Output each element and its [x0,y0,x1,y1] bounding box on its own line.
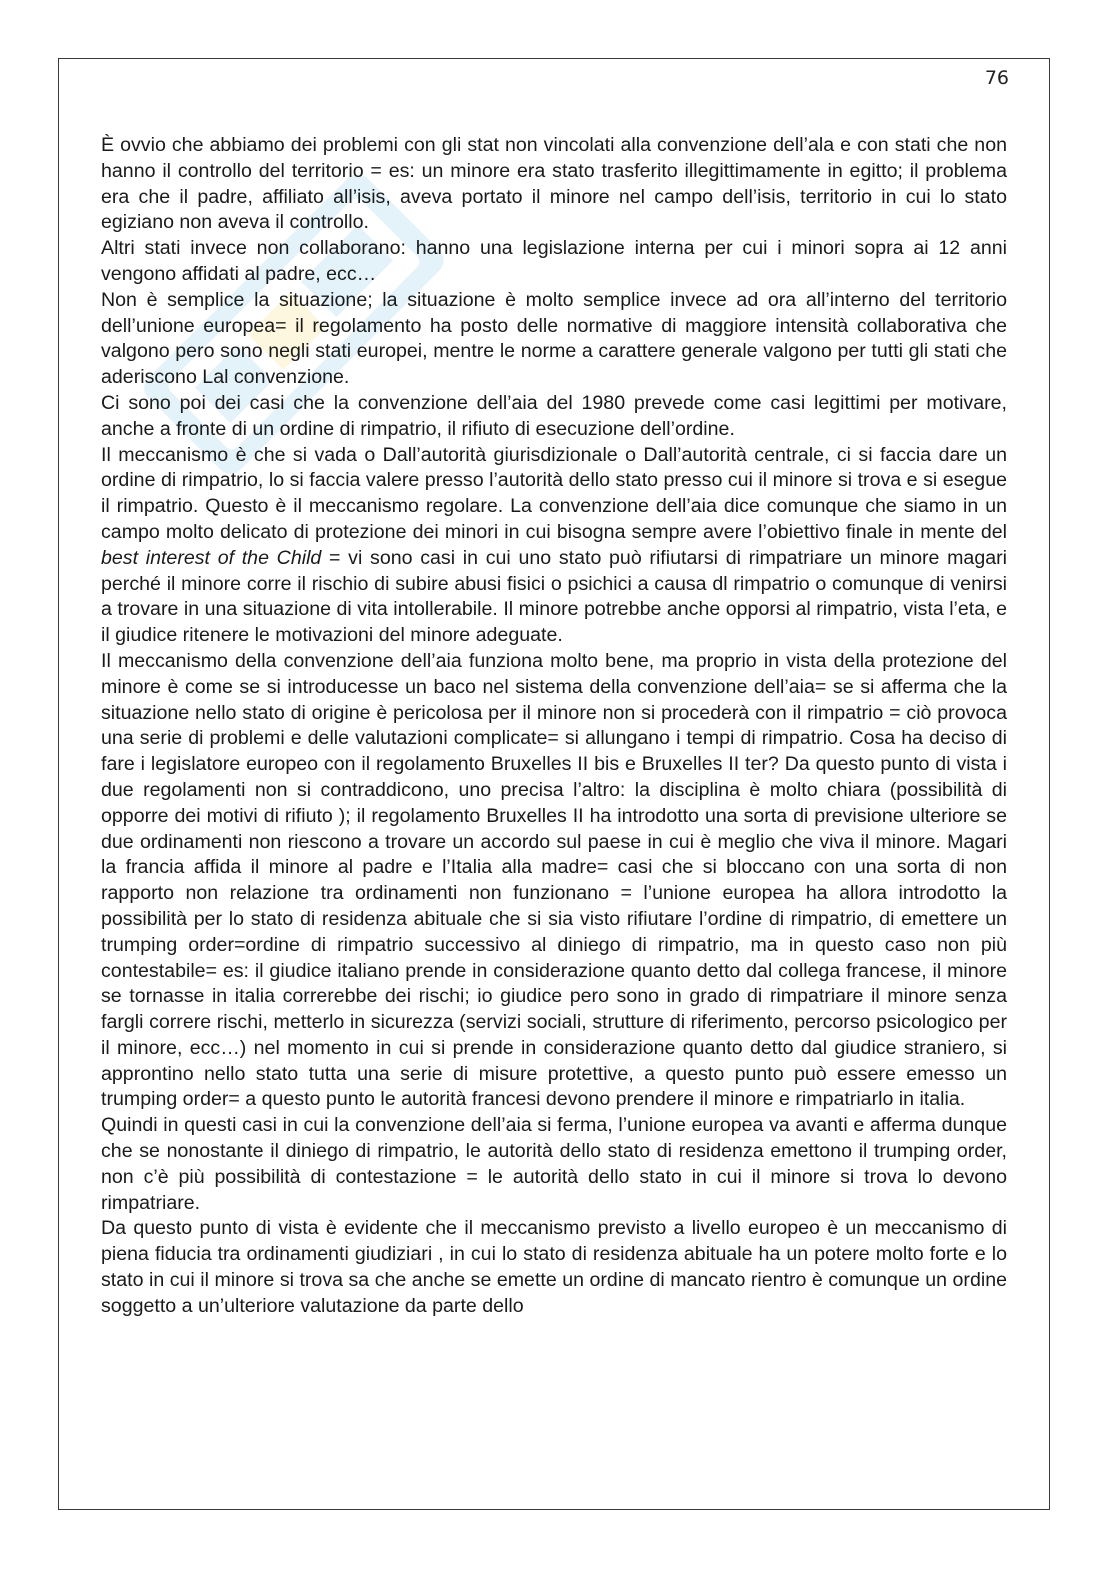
paragraph: Da questo punto di vista è evidente che il meccanismo previsto a livello europeo è un meccanismo di piena fiducia tra ordinamenti giudiziari , in cui lo stato di residenza abituale ha un potere molto forte e lo stato in cui il minore si trova sa che anche se emette un ordine di mancato rientro è comunque un ordine soggetto a un’ulteriore valutazione da parte dello [101,1217,1007,1317]
page-frame [58,58,1050,1510]
paragraph-text: = vi sono casi in cui uno stato può rifiutarsi di rimpatriare un minore magari perché il minore corre il rischio di subire abusi fisici o psichici a causa dl rimpatrio o comunque di venirsi a trovare in una situazione di vita intollerabile. Il minore potrebbe anche opporsi al rimpatrio, vista l’eta, e il giudice ritenere le motivazioni del minore adeguate. [101,546,1007,647]
paragraph: Altri stati invece non collaborano: hanno una legislazione interna per cui i minori sopra ai 12 anni vengono affidati al padre, ecc… [101,237,1007,285]
page-number: 76 [984,67,1009,89]
paragraph: Non è semplice la situazione; la situazione è molto semplice invece ad ora all’interno del territorio dell’unione europea= il regolamento ha posto delle normative di maggiore intensità collaborativa che valgono pero sono negli stati europei, mentre le norme a carattere generale valgono per tutti gli stati che aderiscono Lal convenzione. [101,288,1007,389]
paragraph: Ci sono poi dei casi che la convenzione dell’aia del 1980 prevede come casi legittimi per motivare, anche a fronte di un ordine di rimpatrio, il rifiuto di esecuzione dell’ordine. [101,391,1007,440]
paragraph: È ovvio che abbiamo dei problemi con gli stat non vincolati alla convenzione dell’ala e con stati che non hanno il controllo del territorio = es: un minore era stato trasferito illegittimamente in egitto; il problema era che il padre, affiliato all’isis, aveva portato il minore nel campo dell’isis, territorio in cui lo stato egiziano non aveva il controllo. [101,134,1007,234]
paragraph: Il meccanismo della convenzione dell’aia funziona molto bene, ma proprio in vista della protezione del minore è come se si introducesse un baco nel sistema della convenzione dell’aia= se si afferma che la situazione nello stato di origine è pericolosa per il minore non si procederà con il rimpatrio = ciò provoca una serie di problemi e delle valutazioni complicate= si allungano i tempi di rimpatrio. Cosa ha deciso di fare i legislatore europeo con il regolamento Bruxelles II bis e Bruxelles II ter? Da questo punto di vista i due regolamenti non si contraddicono, uno precisa l’altro: la disciplina è molto chiara (possibilità di opporre dei motivi di rifiuto ); il regolamento Bruxelles II ha introdotto una sorta di previsione ulteriore se due ordinamenti non riescono a trovare un accordo sul paese in cui è meglio che viva il minore. Magari la francia affida il minore al padre e l’Italia alla madre= casi che si bloccano con una sorta di non rapporto non relazione tra ordinamenti non funzionano = l’unione europea ha allora introdotto la possibilità per lo stato di residenza abituale che si sia visto rifiutare l’ordine di rimpatrio, di emettere un trumping order=ordine di rimpatrio successivo al diniego di rimpatrio, ma in questo caso non più contestabile= es: il giudice italiano prende in considerazione quanto detto dal collega francese, il minore se tornasse in italia correrebbe dei rischi; io giudice pero sono in grado di rimpatriare il minore senza fargli correre rischi, metterlo in sicurezza (servizi sociali, strutture di riferimento, percorso psicologico per il minore, ecc…) nel momento in cui si prende in considerazione quanto detto dal giudice straniero, si approntino nello stato tutta una serie di misure protettive, a questo punto può essere emesso un trumping order= a questo punto le autorità francesi devono prendere il minore e rimpatriarlo in italia. [101,649,1007,1111]
paragraph [101,443,1007,649]
paragraph: Quindi in questi casi in cui la convenzione dell’aia si ferma, l’unione europea va avanti e afferma dunque che se nonostante il diniego di rimpatrio, le autorità dello stato di residenza emettono il trumping order, non c’è più possibilità di contestazione = le autorità dello stato in cui il minore si trova lo devono rimpatriare. [101,1114,1007,1214]
paragraph-text: Il meccanismo è che si vada o Dall’autorità giurisdizionale o Dall’autorità centrale, ci si faccia dare un ordine di rimpatrio, lo si faccia valere presso l’autorità dello stato presso cui il minore si trova e si esegue il rimpatrio. Questo è il meccanismo regolare. La convenzione dell’aia dice comunque che siamo in un campo molto delicato di protezione dei minori in cui bisogna sempre avere l’obiettivo finale in mente del [101,443,1007,543]
emphasis-text: best interest of the Child [101,546,322,569]
document-body [101,133,1007,1320]
